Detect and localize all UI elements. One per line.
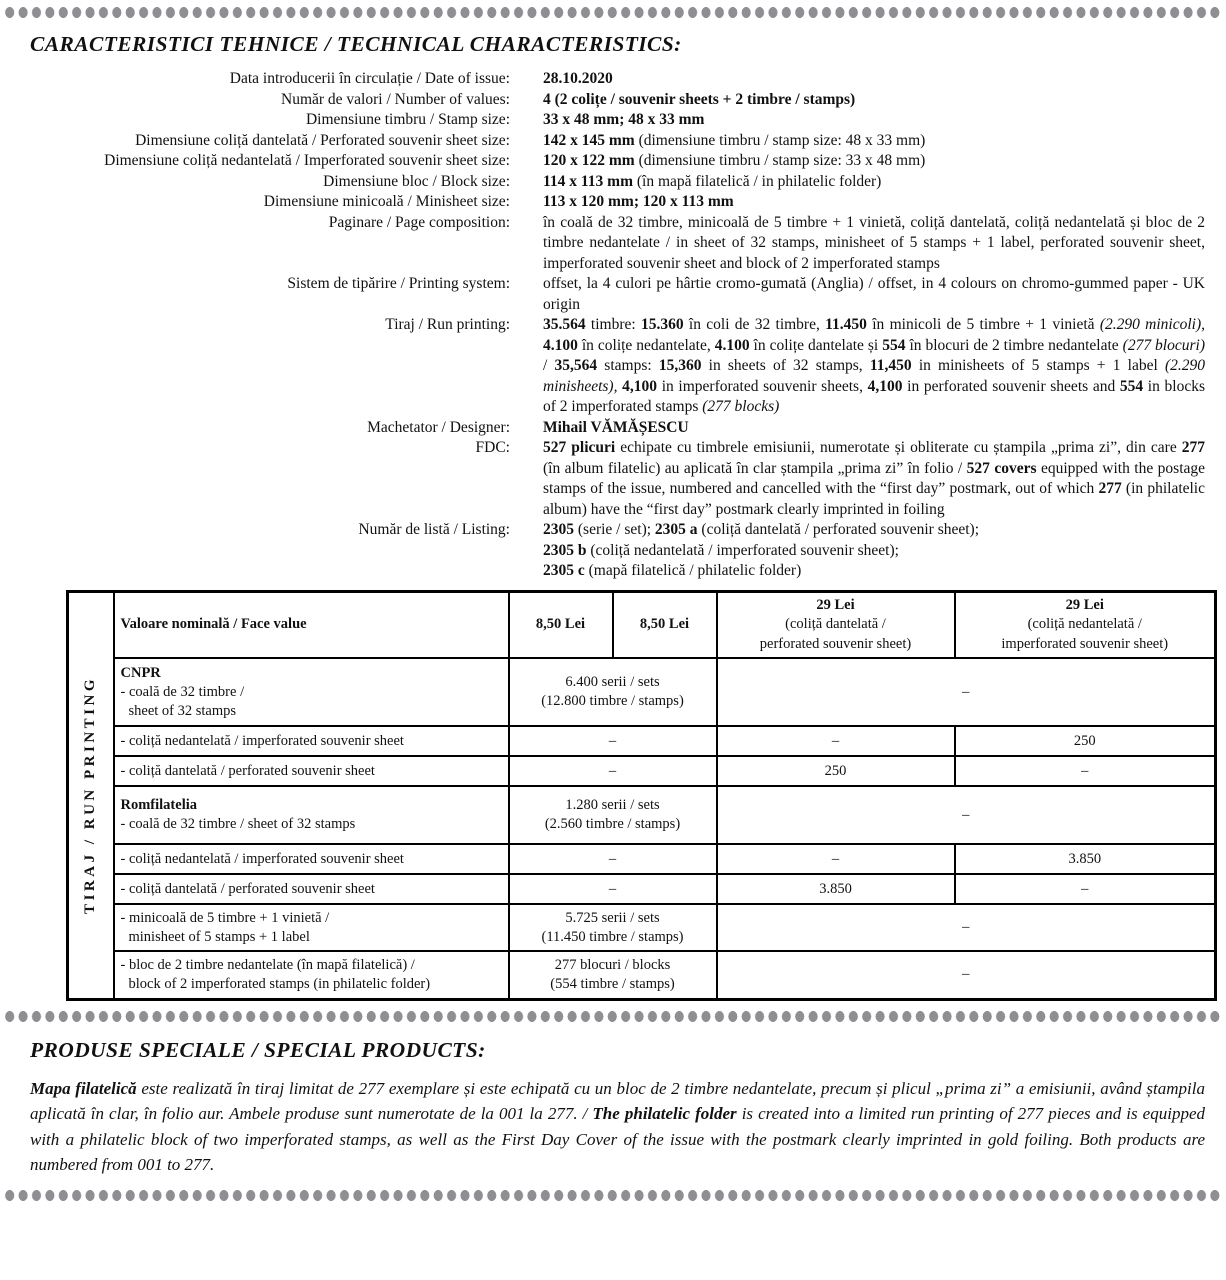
spec-row-minisheet-size (30, 192, 1205, 213)
row-dash: – (717, 786, 1216, 844)
spec-row-printing-system (30, 274, 1205, 315)
spec-label: Dimensiune minicoală / Minisheet size: (263, 193, 510, 210)
spec-value: 113 x 120 mm; 120 x 113 mm (543, 193, 734, 210)
spec-label: Dimensiune timbru / Stamp size: (305, 111, 510, 128)
spec-label: Sistem de tipărire / Printing system: (287, 275, 510, 292)
row-desc: - coliță nedantelată / imperforated souvenir sheet (114, 726, 509, 756)
special-products-title: PRODUSE SPECIALE / SPECIAL PRODUCTS: (30, 1037, 486, 1062)
page-title: CARACTERISTICI TEHNICE / TECHNICAL CHARACTERISTICS: (30, 32, 682, 56)
row-cell: 250 (717, 756, 955, 786)
spec-label: Tiraj / Run printing: (385, 316, 510, 333)
spec-label: Machetator / Designer: (367, 418, 510, 436)
row-desc: Romfilatelia - coală de 32 timbre / sheet of 32 stamps (114, 786, 509, 844)
spec-value: 28.10.2020 (543, 70, 613, 87)
row-cell: 3.850 (955, 844, 1216, 874)
spec-value: în coală de 32 timbre, minicoală de 5 timbre + 1 vinietă, coliță dantelată, coliță nedantelată și bloc de 2 timbre nedantelate / in sheet of 32 stamps, minisheet of 5 stamps + 1 label, perforated souvenir sheet, imperforated souvenir sheet and block of 2 imperforated stamps (543, 213, 1205, 272)
table-row-cnpr-perforated (68, 756, 1216, 786)
row-cell: 250 (955, 726, 1216, 756)
spec-row-fdc (30, 438, 1205, 520)
row-qty: – (509, 756, 717, 786)
spec-value: 4 (2 colițe / souvenir sheets + 2 timbre / stamps) (543, 90, 856, 108)
spec-row-block-size (30, 172, 1205, 193)
spec-label: Dimensiune bloc / Block size: (323, 172, 510, 190)
row-desc: - coliță dantelată / perforated souvenir sheet (114, 874, 509, 904)
spec-value: offset, la 4 culori pe hârtie cromo-gumată (Anglia) / offset, in 4 colours on chromo-gummed paper - UK origin (543, 275, 1205, 313)
row-desc: - coliță dantelată / perforated souvenir sheet (114, 756, 509, 786)
row-cell: 3.850 (717, 874, 955, 904)
header-face-value: Valoare nominală / Face value (114, 591, 509, 658)
row-qty: 5.725 serii / sets (11.450 timbre / stamps) (509, 904, 717, 951)
row-dash: – (717, 904, 1216, 951)
row-dash: – (717, 951, 1216, 999)
run-printing-table (66, 590, 1217, 1001)
row-cell: – (717, 726, 955, 756)
spec-label: Paginare / Page composition: (328, 213, 510, 231)
spec-row-designer (30, 418, 1205, 439)
header-value-29-perforated: 29 Lei (coliță dantelată / perforated souvenir sheet) (717, 591, 955, 658)
row-desc: CNPR - coală de 32 timbre / sheet of 32 stamps (114, 658, 509, 726)
spec-label: Dimensiune coliță dantelată / Perforated souvenir sheet size: (135, 131, 510, 149)
table-row-cnpr-imperforated (68, 726, 1216, 756)
spec-value: 527 plicuri echipate cu timbrele emisiunii, numerotate și obliterate cu ștampila „prima zi”, din care 277 (în album filatelic) au aplicată în clar ștampila „prima zi” în folio / 527 covers equipped with the postage stamps of the issue, numbered and cancelled with the “first day” postmark, out of which 277 (in philatelic album) have the “first day” postmark clearly imprinted in foiling (543, 439, 1206, 518)
row-qty: – (509, 844, 717, 874)
spec-value: 35.564 timbre: 15.360 în coli de 32 timbre, 11.450 în minicoli de 5 timbre + 1 vinietă (2.290 minicoli), 4.100 în colițe nedantelate, 4.100 în colițe dantelate și 554 în blocuri de 2 timbre nedantelate (277 blocuri) / 35,564 stamps: 15,360 in sheets of 32 stamps, 11,450 in minisheets of 5 stamps + 1 label (2.290 minisheets), 4,100 in imperforated souvenir sheets, 4,100 in perforated souvenir sheets and 554 in blocks of 2 imperforated stamps (277 blocks) (543, 316, 1206, 415)
spec-row-listing (30, 520, 1205, 582)
table-header-row (68, 591, 1216, 658)
table-row-romfilatelia-sheet (68, 786, 1216, 844)
row-cell: – (717, 844, 955, 874)
technical-characteristics-list (30, 69, 1205, 582)
row-qty: – (509, 726, 717, 756)
spec-value: 114 x 113 mm (în mapă filatelică / in philatelic folder) (543, 172, 882, 190)
spec-value: 33 x 48 mm; 48 x 33 mm (543, 111, 705, 128)
header-value-29-imperforated: 29 Lei (coliță nedantelată / imperforated souvenir sheet) (955, 591, 1216, 658)
spec-value: 120 x 122 mm (dimensiune timbru / stamp size: 33 x 48 mm) (543, 152, 926, 169)
middle-dotted-separator (3, 1010, 1223, 1023)
header-value-850-2: 8,50 Lei (613, 591, 717, 658)
spec-row-perforated-sheet-size (30, 131, 1205, 152)
spec-label: Dimensiune coliță nedantelată / Imperforated souvenir sheet size: (104, 152, 510, 169)
table-row-romfilatelia-perforated (68, 874, 1216, 904)
spec-row-stamp-size (30, 110, 1205, 131)
spec-value: Mihail VĂMĂȘESCU (543, 418, 689, 436)
top-dotted-border (3, 6, 1223, 19)
row-cell: – (955, 756, 1216, 786)
spec-row-run-printing (30, 315, 1205, 418)
row-desc: - coliță nedantelată / imperforated souvenir sheet (114, 844, 509, 874)
bottom-dotted-border (3, 1189, 1223, 1202)
row-desc: - bloc de 2 timbre nedantelate (în mapă filatelică) / block of 2 imperforated stamps (in philatelic folder) (114, 951, 509, 999)
spec-label: Număr de valori / Number of values: (281, 90, 510, 108)
table-row-romfilatelia-imperforated (68, 844, 1216, 874)
spec-value: 2305 (serie / set); 2305 a (coliță dantelată / perforated souvenir sheet); 2305 b (coliță nedantelată / imperforated souvenir sheet); 2305 c (mapă filatelică / philatelic folder) (543, 521, 980, 579)
row-dash: – (717, 658, 1216, 726)
spec-label: Număr de listă / Listing: (358, 521, 510, 538)
side-label-tiraj-run-printing: TIRAJ / RUN PRINTING (82, 676, 99, 914)
spec-row-date-of-issue (30, 69, 1205, 90)
special-products-paragraph: Mapa filatelică este realizată în tiraj limitat de 277 exemplare și este echipată cu un bloc de 2 timbre nedantelate, precum și plicul „prima zi” a emisiunii, având ștampila aplicată în clar, în folio aur. Ambele produse sunt numerotate de la 001 la 277. / The philatelic folder is created into a limited run printing of 277 pieces and is equipped with a philatelic block of two imperforated stamps, as well as the First Day Cover of the issue with the postmark clearly imprinted in gold foiling. Both products are numbered from 001 to 277. (30, 1078, 1205, 1174)
row-qty: 6.400 serii / sets (12.800 timbre / stamps) (509, 658, 717, 726)
row-qty: 277 blocuri / blocks (554 timbre / stamps) (509, 951, 717, 999)
row-qty: 1.280 serii / sets (2.560 timbre / stamps) (509, 786, 717, 844)
table-row-minisheet (68, 904, 1216, 951)
spec-label: Data introducerii în circulație / Date of issue: (229, 70, 510, 87)
row-cell: – (955, 874, 1216, 904)
table-row-block (68, 951, 1216, 999)
spec-row-number-of-values (30, 90, 1205, 111)
header-value-850-1: 8,50 Lei (509, 591, 613, 658)
spec-value: 142 x 145 mm (dimensiune timbru / stamp size: 48 x 33 mm) (543, 131, 926, 149)
row-desc: - minicoală de 5 timbre + 1 vinietă / minisheet of 5 stamps + 1 label (114, 904, 509, 951)
table-side-label-cell (68, 591, 114, 999)
table-row-cnpr-sheet (68, 658, 1216, 726)
spec-row-imperforated-sheet-size (30, 151, 1205, 172)
spec-row-page-composition (30, 213, 1205, 275)
row-qty: – (509, 874, 717, 904)
spec-label: FDC: (475, 439, 510, 456)
